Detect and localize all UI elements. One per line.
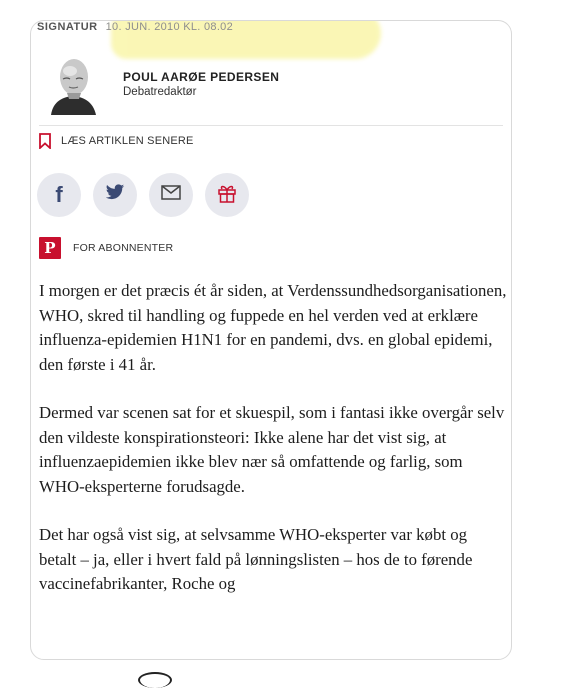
article-paragraph: I morgen er det præcis ét år siden, at Verdenssundhedsorganisationen, WHO, skred til handling og fuppede en hel verden ved at erklære influenza-epidemien H1N1 for en pandemi, dvs. en global epidemi, den første i 41 år. [39, 281, 507, 374]
facebook-share-button[interactable] [37, 173, 81, 217]
bookmark-icon [39, 133, 51, 149]
author-avatar [43, 53, 103, 115]
gift-icon [217, 183, 237, 208]
politiken-logo: P [39, 237, 61, 259]
cropped-icon-fragment [138, 672, 172, 688]
twitter-share-button[interactable] [93, 173, 137, 217]
read-later-label: LÆS ARTIKLEN SENERE [61, 135, 194, 147]
twitter-icon [105, 184, 125, 206]
signature-header [37, 21, 233, 33]
subscriber-label: FOR ABONNENTER [73, 242, 174, 254]
facebook-icon: f [55, 182, 63, 207]
article-body [39, 279, 507, 621]
share-buttons [37, 173, 249, 217]
email-share-button[interactable] [149, 173, 193, 217]
author-role: Debatredaktør [123, 86, 197, 98]
read-later-button[interactable] [39, 133, 194, 149]
article-paragraph: Dermed var scenen sat for et skuespil, som i fantasi ikke overgår selv den vildeste konspirationsteori: Ikke alene har det vist sig, at influenzaepidemien ikke blev nær så omfattende og farlig, som WHO-eksperterne forudsagde. [39, 403, 505, 496]
divider [39, 125, 503, 126]
author-block [43, 53, 279, 115]
publish-date: 10. JUN. 2010 KL. 08.02 [105, 21, 234, 33]
article-screenshot-card [30, 20, 512, 660]
subscriber-badge [39, 237, 173, 259]
gift-share-button[interactable] [205, 173, 249, 217]
section-label: SIGNATUR [37, 21, 98, 33]
author-name: POUL AARØE PEDERSEN [123, 70, 280, 84]
article-paragraph: Det har også vist sig, at selvsamme WHO-eksperter var købt og betalt – ja, eller i hvert fald på lønningslisten – hos de to førende vaccinefabrikanter, Roche og [39, 525, 473, 593]
mail-icon [161, 185, 181, 205]
previous-tweet-link-fragment [0, 0, 260, 6]
